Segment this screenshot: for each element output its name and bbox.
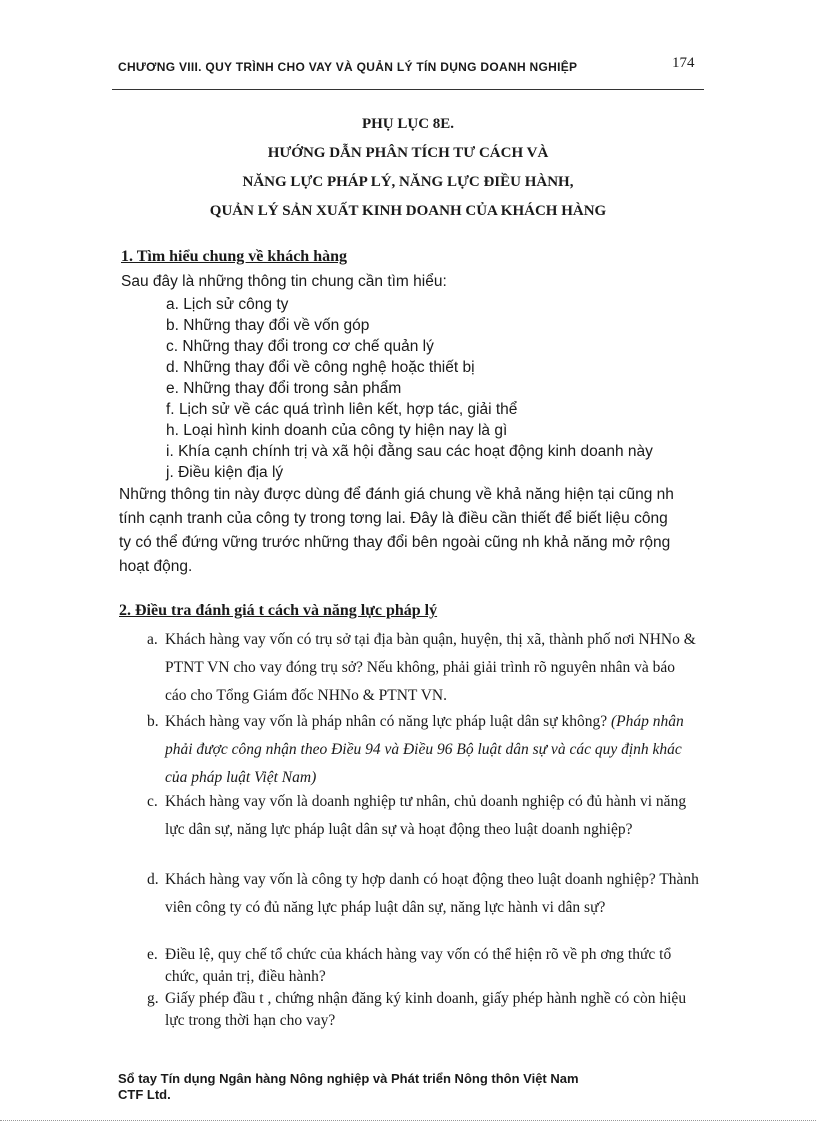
footer-line-2: CTF Ltd. — [118, 1087, 171, 1102]
section-1-intro: Sau đây là những thông tin chung cần tìm hiểu: — [121, 273, 447, 290]
list-item: i. Khía cạnh chính trị và xã hội đằng sau các hoạt động kinh doanh này — [166, 443, 653, 460]
list-item: j. Điều kiện địa lý — [166, 464, 284, 481]
paragraph-line: ty có thể đứng vững trước những thay đổi bên ngoài cũng nh khả năng mở rộng — [119, 534, 671, 551]
appendix-title: PHỤ LỤC 8E. — [361, 116, 455, 132]
list-item: d. Khách hàng vay vốn là công ty hợp danh có hoạt động theo luật doanh nghiệp? Thành viên công ty có đủ năng lực pháp luật dân sự, năng lực hành vi dân sự? — [147, 871, 699, 916]
list-item: g. Giấy phép đầu t , chứng nhận đăng ký kinh doanh, giấy phép hành nghề có còn hiệu lực trong thời hạn cho vay? — [147, 990, 687, 1029]
list-item: f. Lịch sử về các quá trình liên kết, hợp tác, giải thể — [166, 401, 518, 418]
list-item: d. Những thay đổi về công nghệ hoặc thiết bị — [166, 359, 475, 376]
list-item: h. Loại hình kinh doanh của công ty hiện nay là gì — [166, 422, 508, 439]
paragraph-line: tính cạnh tranh của công ty trong tơng lai. Đây là điều cần thiết để biết liệu công — [119, 510, 668, 527]
title-line-3: NĂNG LỰC PHÁP LÝ, NĂNG LỰC ĐIỀU HÀNH, — [242, 174, 574, 190]
list-item: a. Khách hàng vay vốn có trụ sở tại địa bàn quận, huyện, thị xã, thành phố nơi NHNo & PTNT VN cho vay đóng trụ sở? Nếu không, phải giải trình rõ nguyên nhân và báo cáo cho Tổng Giám đốc NHNo & PTNT VN. — [147, 631, 696, 704]
paragraph-line: Những thông tin này được dùng để đánh giá chung về khả năng hiện tại cũng nh — [119, 486, 674, 503]
paragraph-line: hoạt động. — [119, 558, 193, 575]
list-item: c. Những thay đổi trong cơ chế quản lý — [166, 338, 434, 355]
chapter-header: CHƯƠNG VIII. QUY TRÌNH CHO VAY VÀ QUẢN LÝ TÍN DỤNG DOANH NGHIỆP — [118, 60, 578, 74]
list-item: b. Những thay đổi về vốn góp — [166, 317, 370, 334]
section-1-heading: 1. Tìm hiểu chung về khách hàng — [121, 248, 347, 265]
header-divider — [112, 89, 704, 90]
page-number: 174 — [672, 55, 695, 71]
footer-line-1: Sổ tay Tín dụng Ngân hàng Nông nghiệp và Phát triển Nông thôn Việt Nam — [118, 1071, 579, 1086]
list-item: a. Lịch sử công ty — [166, 296, 289, 313]
title-line-4: QUẢN LÝ SẢN XUẤT KINH DOANH CỦA KHÁCH HÀNG — [209, 203, 607, 219]
title-line-2: HƯỚNG DẪN PHÂN TÍCH TƯ CÁCH VÀ — [267, 145, 549, 161]
list-item: e. Điều lệ, quy chế tổ chức của khách hàng vay vốn có thể hiện rõ về ph ơng thức tổ chức, quản trị, điều hành? — [147, 946, 672, 985]
bottom-divider — [0, 1120, 816, 1121]
list-item: c. Khách hàng vay vốn là doanh nghiệp tư nhân, chủ doanh nghiệp có đủ hành vi năng lực dân sự, năng lực pháp luật dân sự và hoạt động theo luật doanh nghiệp? — [147, 793, 687, 838]
list-item: e. Những thay đổi trong sản phẩm — [166, 380, 402, 397]
list-item: b. Khách hàng vay vốn là pháp nhân có năng lực pháp luật dân sự không? (Pháp nhân phải được công nhận theo Điều 94 và Điều 96 Bộ luật dân sự và các quy định khác của pháp luật Việt Nam) — [147, 713, 684, 786]
section-2-heading: 2. Điều tra đánh giá t cách và năng lực pháp lý — [119, 602, 438, 619]
